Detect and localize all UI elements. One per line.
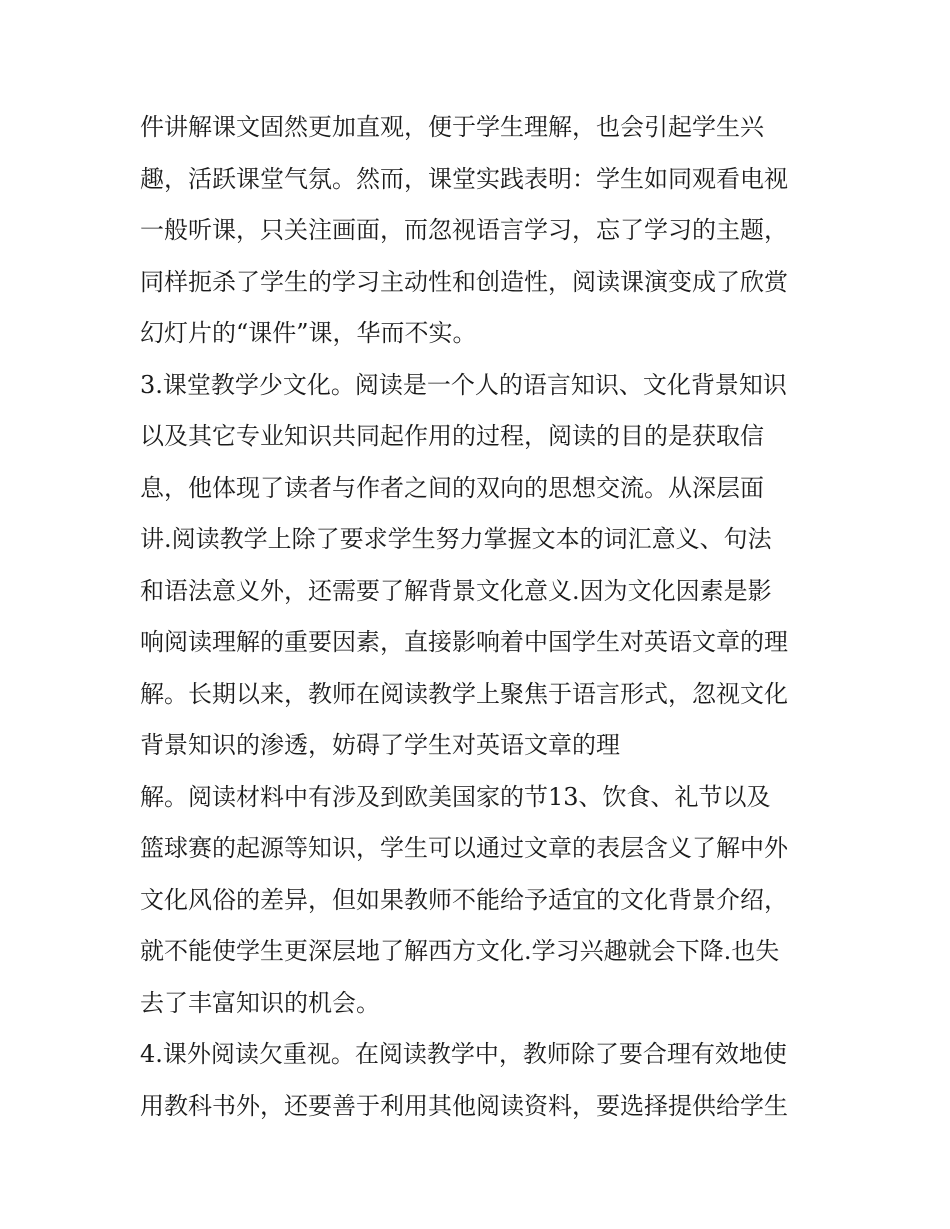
text-line: 文化风俗的差异，但如果教师不能给予适宜的文化背景介绍， — [140, 885, 788, 914]
text-line: 以及其它专业知识共同起作用的过程，阅读的目的是获取信 — [140, 422, 764, 450]
text-line: 响阅读理解的重要因素，直接影响着中国学生对英语文章的理 — [140, 628, 788, 656]
text-line: 4.课外阅读欠重视。在阅读教学中，教师除了要合理有效地使 — [140, 1040, 787, 1068]
text-line: 一般听课，只关注画面，而忽视语言学习，忘了学习的主题， — [140, 216, 788, 244]
text-line: 去了丰富知识的机会。 — [140, 988, 380, 1017]
text-line: 息，他体现了读者与作者之间的双向的思想交流。从深层面 — [140, 473, 764, 502]
text-line: 讲.阅读教学上除了要求学生努力掌握文本的词汇意义、句法 — [140, 525, 772, 553]
text-line: 幻灯片的“课件”课，华而不实。 — [140, 319, 477, 347]
text-line: 篮球赛的起源等知识，学生可以通过文章的表层含义了解中外 — [140, 834, 788, 862]
text-line: 和语法意义外，还需要了解背景文化意义.因为文化因素是影 — [140, 576, 772, 605]
text-line: 就不能使学生更深层地了解西方文化.学习兴趣就会下降.也失 — [140, 937, 780, 965]
text-line: 解。阅读材料中有涉及到欧美国家的节13、饮食、礼节以及 — [140, 782, 771, 811]
text-line: 用教科书外，还要善于利用其他阅读资料，要选择提供给学生 — [140, 1091, 788, 1120]
text-line: 背景知识的渗透，妨碍了学生对英语文章的理 — [140, 731, 620, 759]
text-line: 趣，活跃课堂气氛。然而，课堂实践表明：学生如同观看电视 — [140, 164, 788, 193]
text-line: 3.课堂教学少文化。阅读是一个人的语言知识、文化背景知识 — [140, 370, 787, 399]
text-line: 件讲解课文固然更加直观，便于学生理解，也会引起学生兴 — [140, 113, 764, 141]
text-line: 解。长期以来，教师在阅读教学上聚焦于语言形式，忽视文化 — [140, 679, 788, 708]
body-text — [140, 107, 840, 1137]
text-line: 同样扼杀了学生的学习主动性和创造性，阅读课演变成了欣赏 — [140, 267, 788, 296]
